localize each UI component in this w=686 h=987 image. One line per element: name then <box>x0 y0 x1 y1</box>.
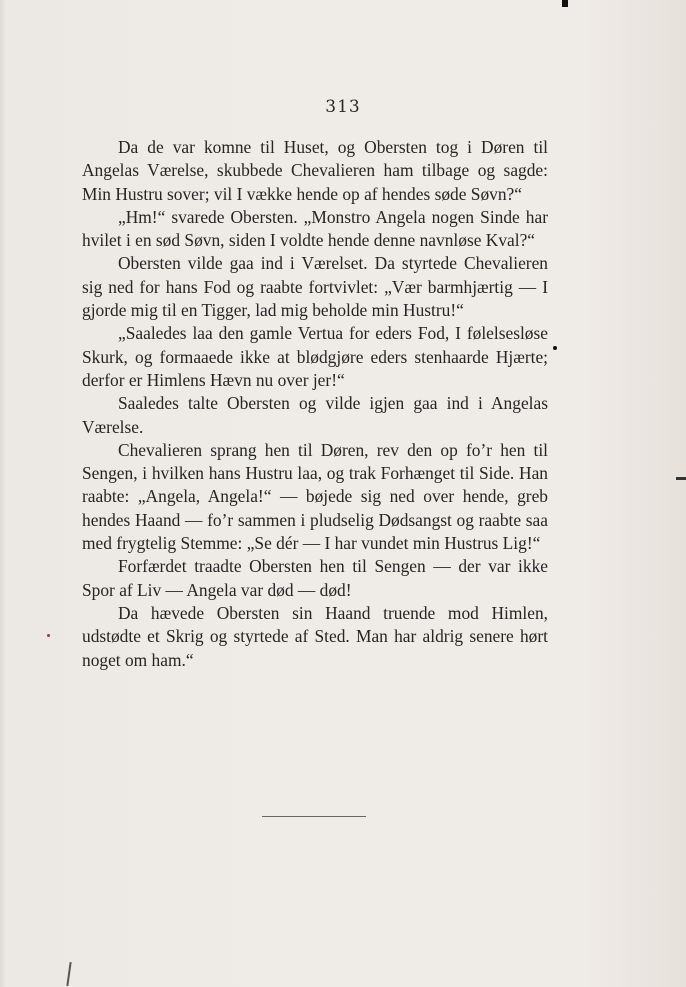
paragraph: Forfærdet traadte Obersten hen til Sengen — der var ikke Spor af Liv — Angela var død — død! <box>82 556 548 600</box>
section-divider <box>262 816 366 817</box>
scan-artifact <box>553 346 557 350</box>
paragraph: „Hm!“ svarede Obersten. „Monstro Angela nogen Sinde har hvilet i en sød Søvn, siden I voldte hende denne navnløse Kval?“ <box>82 206 548 251</box>
scan-artifact <box>47 634 50 637</box>
page-number: 313 <box>325 97 361 117</box>
scan-artifact <box>562 0 568 7</box>
paragraph: „Saaledes laa den gamle Vertua for eders Fod, I følelsesløse Skurk, og formaaede ikke at blødgjøre eders stenhaarde Hjærte; derfor er Himlens Hævn nu over jer!“ <box>82 323 548 390</box>
paragraph: Da de var komne til Huset, og Obersten tog i Døren til Angelas Værelse, skubbede Chevalieren ham tilbage og sagde: Min Hustru sover; vil I vække hende op af hendes søde Søvn?“ <box>82 137 548 204</box>
scan-artifact <box>66 962 71 986</box>
scan-artifact <box>676 477 686 480</box>
paragraph: Saaledes talte Obersten og vilde igjen gaa ind i Angelas Værelse. <box>82 393 548 437</box>
paragraph: Chevalieren sprang hen til Døren, rev den op fo’r hen til Sengen, i hvilken hans Hustru laa, og trak Forhænget til Side. Han raabte: „Angela, Angela!“ — bøjede sig ned over hende, greb hendes Haand — fo’r sammen i pludselig Dødsangst og raabte saa med frygtelig Stemme: „Se dér — I har vundet min Hustrus Lig!“ <box>82 439 548 554</box>
paragraph: Da hævede Obersten sin Haand truende mod Himlen, udstødte et Skrig og styrtede af Sted. Man har aldrig senere hørt noget om ham.“ <box>82 602 548 670</box>
paragraph: Obersten vilde gaa ind i Værelset. Da styrtede Chevalieren sig ned for hans Fod og raabte fortvivlet: „Vær barmhjærtig — I gjorde mig til en Tigger, lad mig beholde min Hustru!“ <box>82 253 548 321</box>
body-text <box>82 136 548 672</box>
